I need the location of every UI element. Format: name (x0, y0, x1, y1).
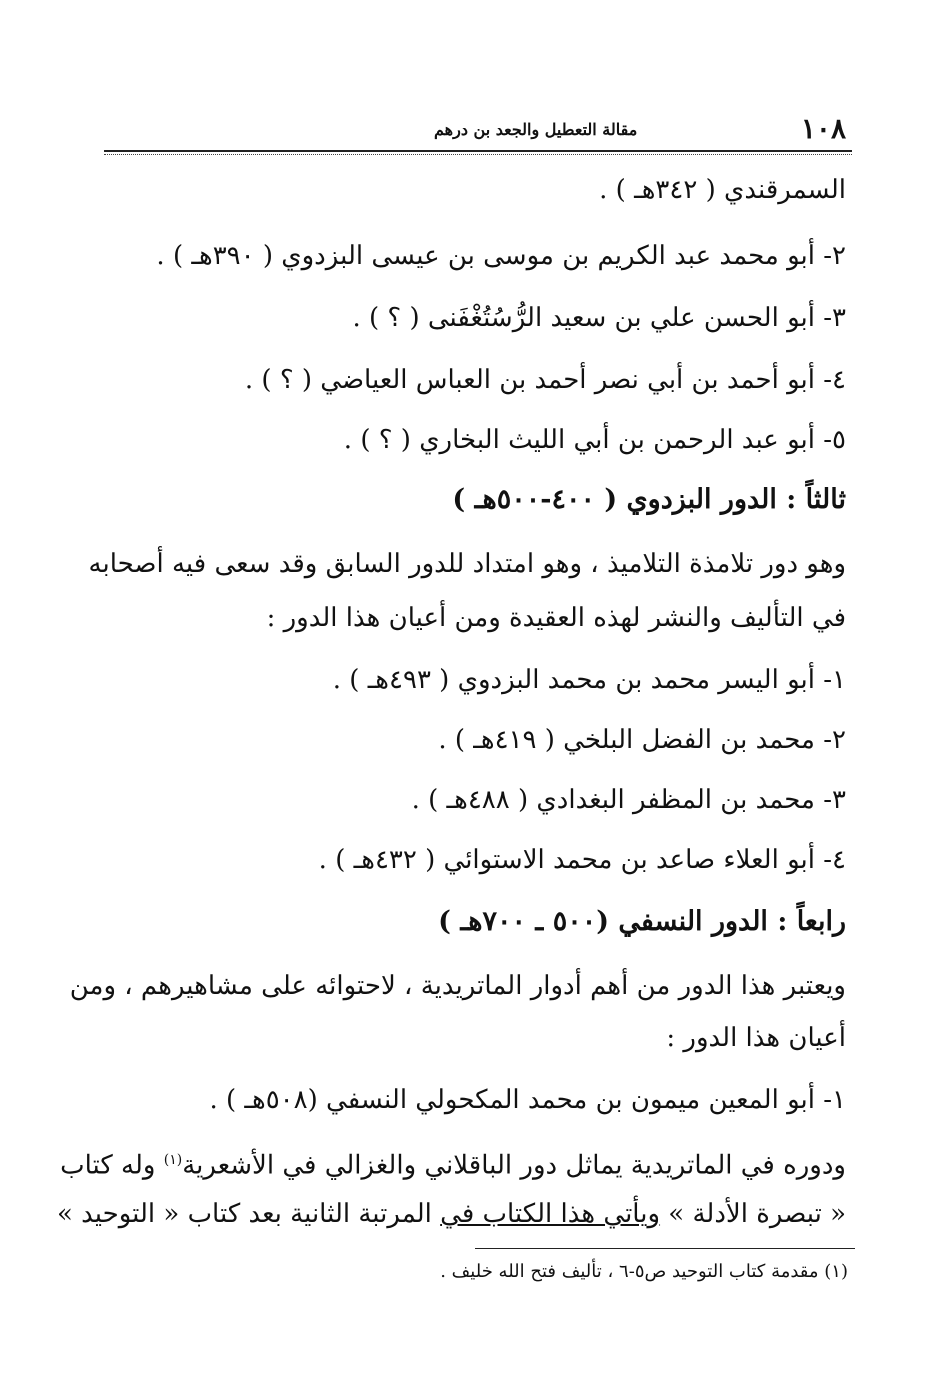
list-item: ٢- أبو محمد عبد الكريم بن موسى بن عيسى البزدوي ( ٣٩٠هـ ) . (156, 241, 846, 271)
para-text: ودوره في الماتريدية يماثل دور الباقلاني والغزالي في الأشعرية (182, 1150, 846, 1181)
page-number: ١٠٨ (800, 112, 846, 145)
para-text: وله كتاب (60, 1150, 164, 1181)
running-title: مقالة التعطيل والجعد بن درهم (434, 120, 638, 139)
page-header (104, 112, 850, 152)
paragraph-line: وهو دور تلامذة التلاميذ ، وهو امتداد للدور السابق وقد سعى فيه أصحابه (88, 549, 846, 579)
text-line: السمرقندي ( ٣٤٢هـ ) . (599, 175, 846, 205)
paragraph-line (60, 1142, 846, 1184)
header-rule (104, 150, 852, 152)
para-text: « تبصرة الأدلة » (660, 1199, 846, 1229)
list-item: ٣- أبو الحسن علي بن سعيد الرُّسُتُغْفَنى ( ؟ ) . (352, 303, 846, 333)
paragraph-line (56, 1196, 846, 1232)
section-heading: ثالثاً : الدور البزدوي ( ٤٠٠-٥٠٠هـ ) (452, 484, 846, 515)
paragraph-line: في التأليف والنشر لهذه العقيدة ومن أعيان هذا الدور : (266, 603, 846, 633)
list-item: ٢- محمد بن الفضل البلخي ( ٤١٩هـ ) . (438, 725, 846, 755)
section-heading: رابعاً : الدور النسفي (٥٠٠ ـ ٧٠٠هـ ) (438, 906, 846, 937)
footnote-ref[interactable]: (١) (163, 1152, 183, 1168)
list-item: ٤- أبو العلاء صاعد بن محمد الاستوائي ( ٤٣٢هـ ) . (318, 845, 846, 875)
list-item: ٤- أبو أحمد بن أبي نصر أحمد بن العباس العياضي ( ؟ ) . (244, 365, 846, 395)
paragraph-line: ويعتبر هذا الدور من أهم أدوار الماتريدية ، لاحتوائه على مشاهيرهم ، ومن (69, 971, 846, 1001)
footnote: (١) مقدمة كتاب التوحيد ص٥-٦ ، تأليف فتح الله خليف . (440, 1261, 848, 1282)
list-item: ٣- محمد بن المظفر البغدادي ( ٤٨٨هـ ) . (411, 785, 846, 815)
list-item: ٥- أبو عبد الرحمن بن أبي الليث البخاري ( ؟ ) . (343, 425, 846, 455)
list-item: ١- أبو المعين ميمون بن محمد المكحولي النسفي (٥٠٨هـ ) . (209, 1085, 846, 1115)
list-item: ١- أبو اليسر محمد بن محمد البزدوي ( ٤٩٣هـ ) . (332, 665, 846, 695)
paragraph-line: أعيان هذا الدور : (666, 1023, 846, 1053)
footnote-rule (475, 1248, 855, 1249)
header-rule-dotted (104, 154, 852, 155)
para-text: المرتبة الثانية بعد كتاب « التوحيد » (56, 1199, 441, 1229)
underlined-text: ويأتي هذا الكتاب في (440, 1199, 661, 1229)
